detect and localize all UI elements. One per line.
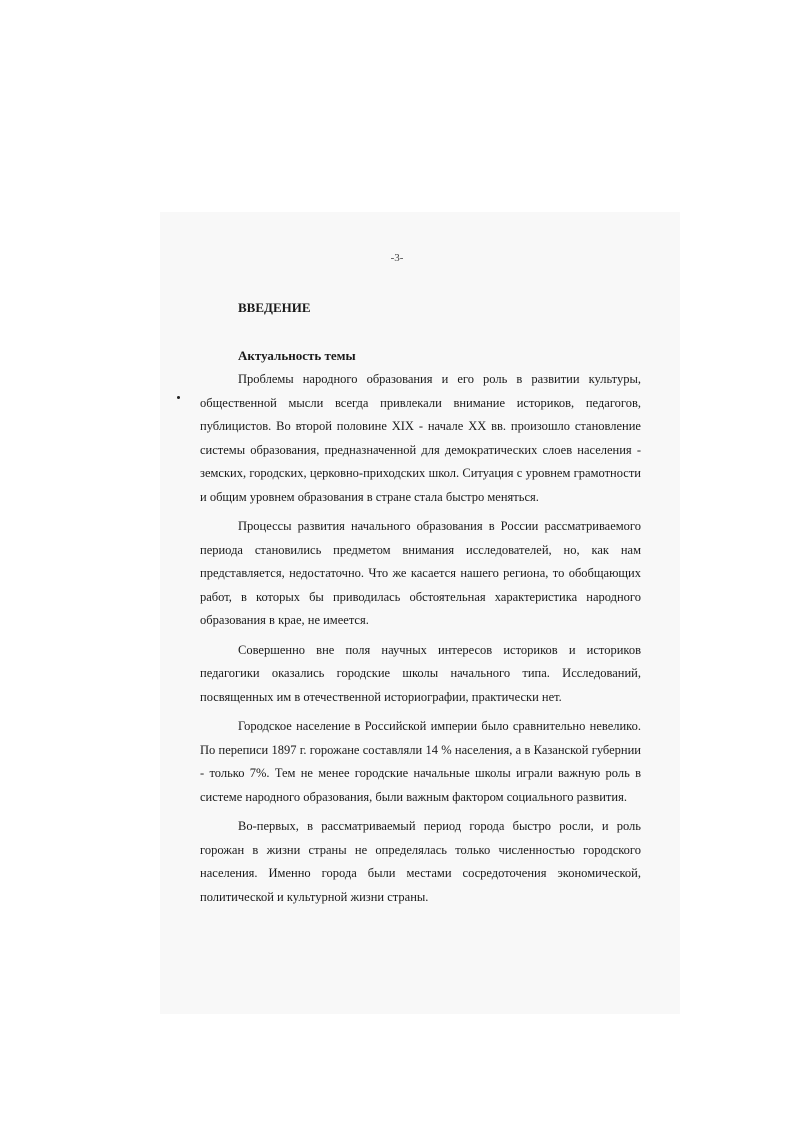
paragraph: Во-первых, в рассматриваемый период города быстро росли, и роль горожан в жизни страны не определялась только численностью городского населения. Именно города были местами сосредоточения экономической, политической и культурной жизни страны. [200,819,641,904]
page-number: -3- [390,252,404,264]
paragraph: Процессы развития начального образования в России рассматриваемого периода становились предметом внимания исследователей, но, как нам представляется, недостаточно. Что же касается нашего региона, то обобщающих работ, в которых бы приводилась обстоятельная характеристика народного образования в крае, не имеется. [200,519,641,627]
scan-speck [177,396,180,399]
body-text [200,368,641,915]
paragraph: Городское население в Российской империи было сравнительно невелико. По переписи 1897 г. горожане составляли 14 % населения, а в Казанской губернии - только 7%. Тем не менее городские начальные школы играли важную роль в системе народного образования, были важным фактором социального развития. [200,719,641,804]
subsection-title: Актуальность темы [238,348,356,363]
paragraph: Совершенно вне поля научных интересов историков и историков педагогики оказались городские школы начального типа. Исследований, посвященных им в отечественной историографии, практически нет. [200,642,641,704]
paragraph: Проблемы народного образования и его роль в развитии культуры, общественной мысли всегда привлекали внимание историков, педагогов, публицистов. Во второй половине XIX - начале XX вв. произошло становление системы образования, предназначенной для демократических слоев населения - земских, городских, церковно-приходских школ. Ситуация с уровнем грамотности и общим уровнем образования в стране стала быстро меняться. [200,372,641,504]
section-title: ВВЕДЕНИЕ [238,300,311,315]
